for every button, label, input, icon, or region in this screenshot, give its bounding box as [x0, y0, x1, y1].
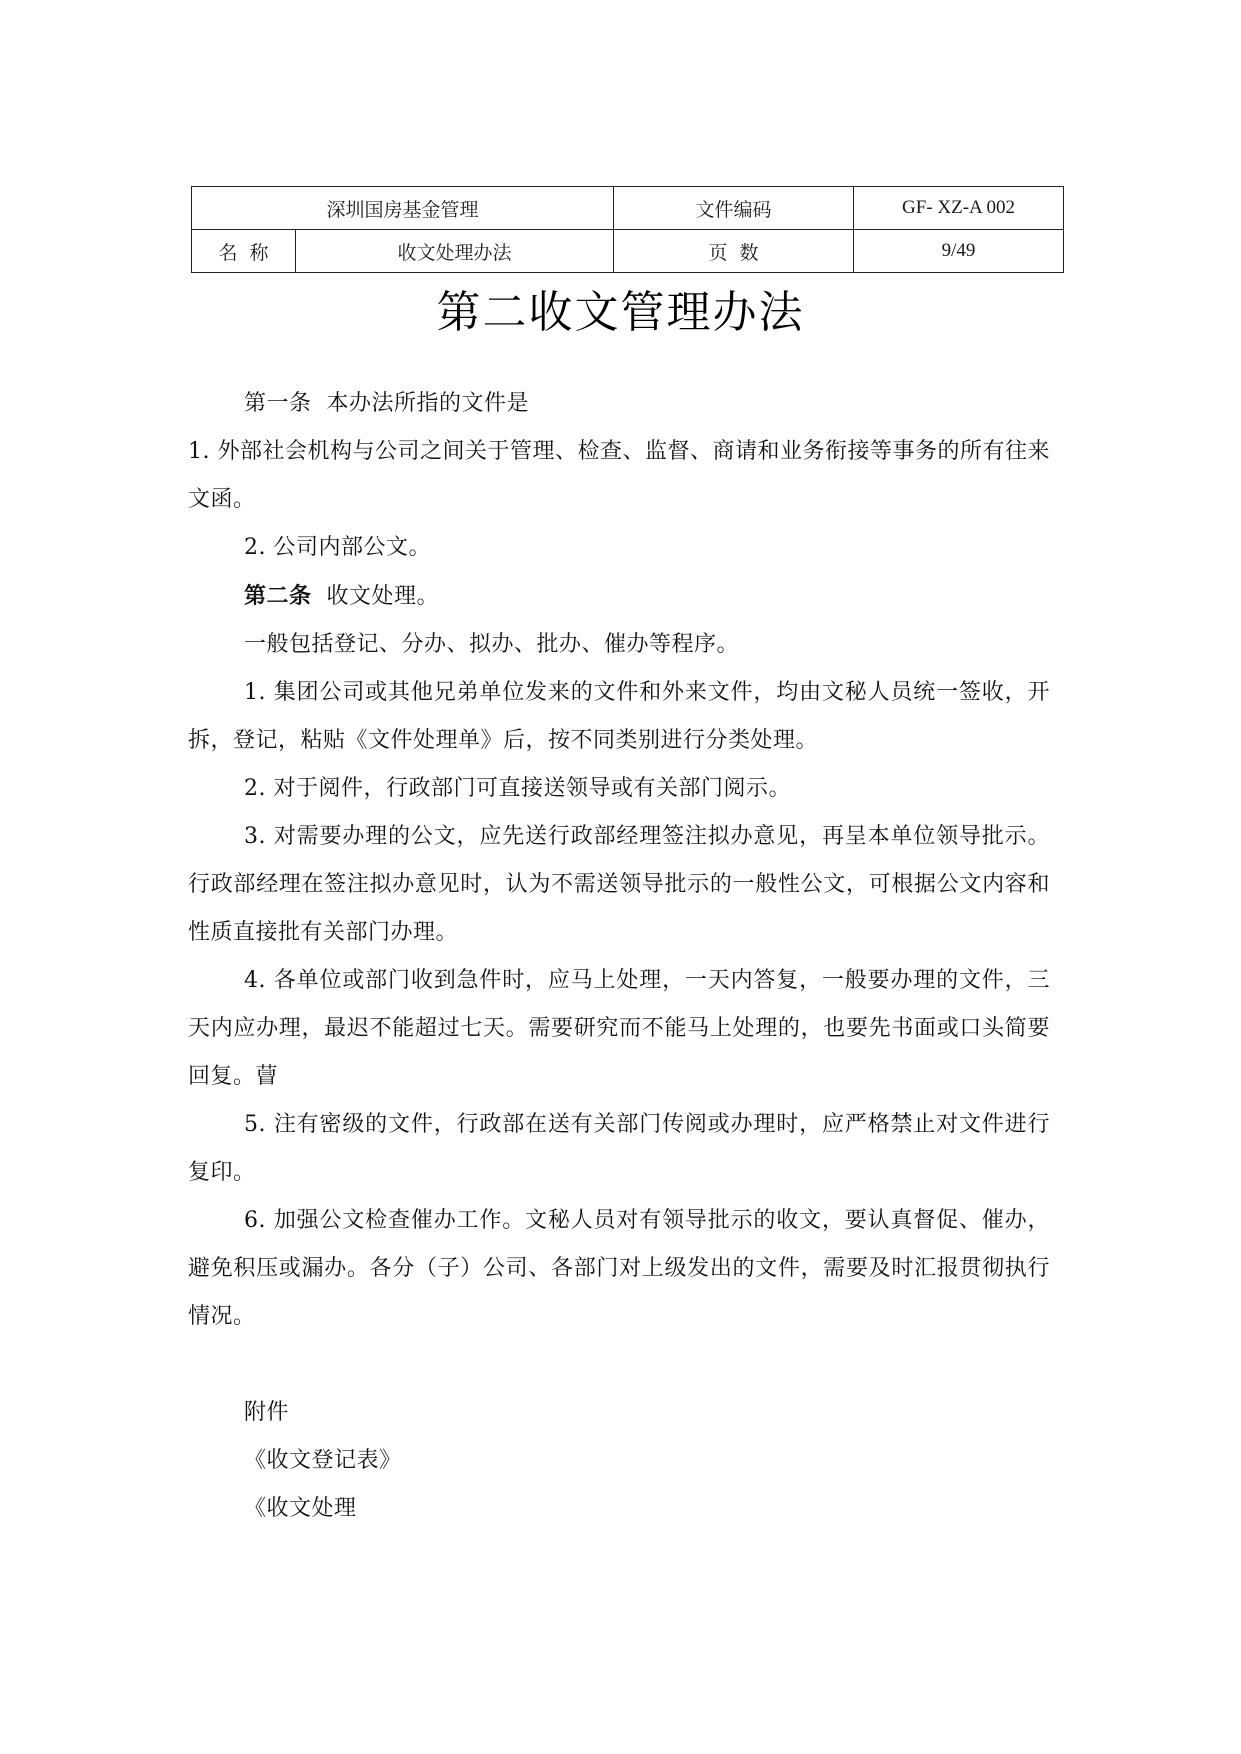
header-row-1 — [192, 187, 1064, 230]
company-name-cell: 深圳国房基金管理 — [192, 187, 614, 230]
section-spacer — [188, 1341, 1050, 1389]
article-1-item-2: 2. 公司内部公文。 — [244, 535, 431, 560]
file-code-label-cell: 文件编码 — [614, 187, 854, 230]
document-title: 第二收文管理办法 — [436, 287, 805, 338]
name-value-cell: 收文处理办法 — [296, 230, 614, 273]
article-1-item-1: 1. 外部社会机构与公司之间关于管理、检查、监督、商请和业务衔接等事务的所有往来文函。 — [188, 439, 1050, 512]
attachments-label: 附件 — [244, 1400, 290, 1425]
name-label-cell: 名 称 — [192, 230, 296, 273]
article-2-item-2: 2. 对于阅件，行政部门可直接送领导或有关部门阅示。 — [244, 776, 791, 801]
attachment-item-2: 《收文处理 — [244, 1496, 357, 1521]
article-2-item-4: 4. 各单位或部门收到急件时，应马上处理，一天内答复，一般要办理的文件，三天内应办理，最迟不能超过七天。需要研究而不能马上处理的，也要先书面或口头简要回复。萺 — [188, 968, 1050, 1089]
article-1-heading: 第一条 本办法所指的文件是 — [244, 391, 529, 416]
file-code-value-cell: GF- XZ-A 002 — [854, 187, 1064, 230]
article-2-item-3: 3. 对需要办理的公文，应先送行政部经理签注拟办意见，再呈本单位领导批示。行政部经理在签注拟办意见时，认为不需送领导批示的一般性公文，可根据公文内容和性质直接批有关部门办理。 — [188, 824, 1050, 945]
document-header-table — [191, 186, 1064, 273]
article-2-heading-text: 收文处理。 — [311, 584, 440, 609]
attachment-item-1: 《收文登记表》 — [244, 1448, 402, 1473]
document-body — [188, 380, 1050, 1533]
article-2-item-5: 5. 注有密级的文件，行政部在送有关部门传阅或办理时，应严格禁止对文件进行复印。 — [188, 1112, 1050, 1185]
article-2-item-1: 1. 集团公司或其他兄弟单位发来的文件和外来文件，均由文秘人员统一签收，开拆，登记，粘贴《文件处理单》后，按不同类别进行分类处理。 — [188, 680, 1050, 753]
article-2-item-6: 6. 加强公文检查催办工作。文秘人员对有领导批示的收文，要认真督促、催办，避免积压或漏办。各分（子）公司、各部门对上级发出的文件，需要及时汇报贯彻执行情况。 — [188, 1208, 1050, 1329]
article-2-intro: 一般包括登记、分办、拟办、批办、催办等程序。 — [244, 632, 740, 657]
pages-label-cell: 页 数 — [614, 230, 854, 273]
article-2-heading — [188, 572, 1050, 621]
header-row-2 — [192, 230, 1064, 273]
article-2-label: 第二条 — [244, 583, 312, 609]
pages-value-cell: 9/49 — [854, 230, 1064, 273]
